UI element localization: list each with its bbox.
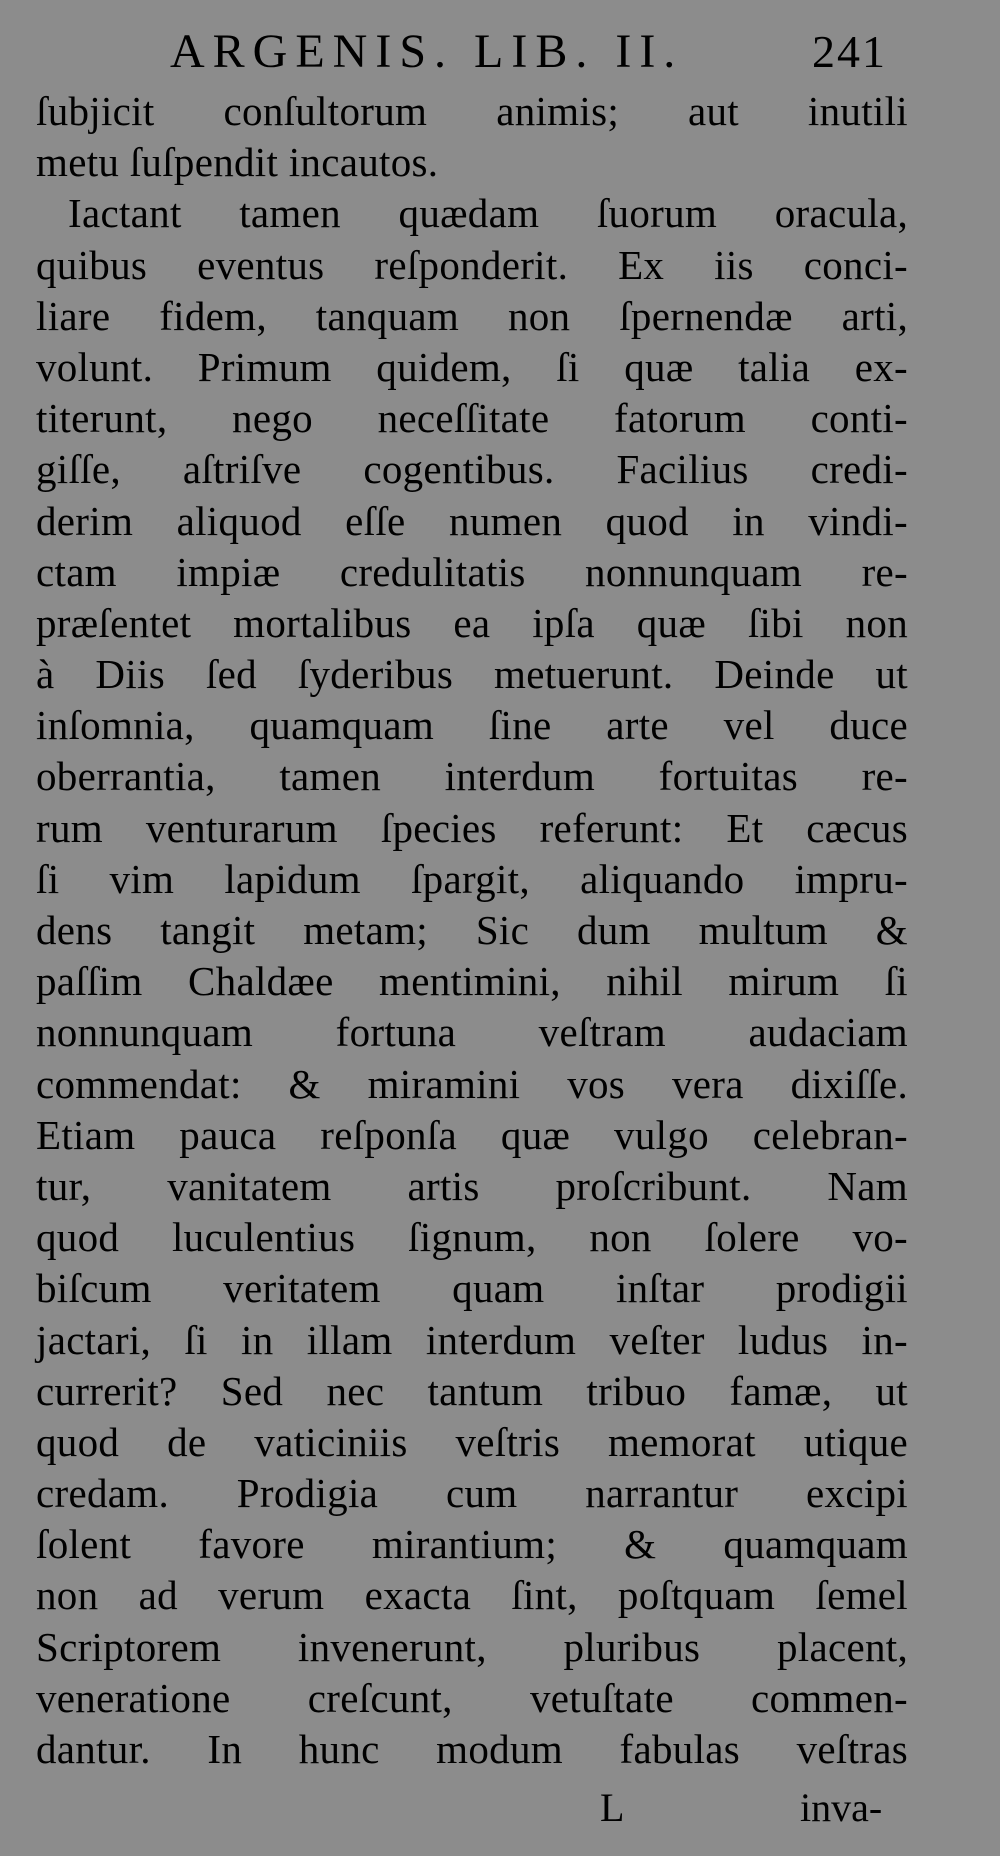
text-line: à Diis ſed ſyderibus metuerunt. Deinde ut bbox=[36, 651, 908, 698]
text-line: præſentet mortalibus ea ipſa quæ ſibi non bbox=[36, 599, 908, 646]
text-line: dens tangit metam; Sic dum multum & bbox=[36, 907, 908, 953]
text-line: quod luculentius ſignum, non ſolere vo- bbox=[36, 1214, 908, 1261]
text-line: oberrantia, tamen interdum fortuitas re- bbox=[36, 753, 908, 800]
text-line: jactari, ſi in illam interdum veſter ludus in- bbox=[36, 1316, 908, 1363]
text-line: credam. Prodigia cum narrantur excipi bbox=[36, 1470, 908, 1517]
text-line: metu ſuſpendit incautos. bbox=[36, 139, 439, 186]
page-footer bbox=[0, 1782, 1000, 1834]
text-line: volunt. Primum quidem, ſi quæ talia ex- bbox=[36, 343, 908, 390]
text-line: inſomnia, quamquam ſine arte vel duce bbox=[36, 702, 908, 749]
text-line: ſubjicit conſultorum animis; aut inutili bbox=[36, 88, 908, 134]
text-line: ctam impiæ credulitatis nonnunquam re- bbox=[36, 548, 908, 595]
text-line: tur, vanitatem artis proſcribunt. Nam bbox=[36, 1162, 908, 1209]
text-line: quod de vaticiniis veſtris memorat utique bbox=[36, 1418, 908, 1465]
text-line: titerunt, nego neceſſitate fatorum conti- bbox=[36, 395, 908, 442]
text-line: Iactant tamen quædam ſuorum oracula, bbox=[68, 190, 908, 237]
text-line: Scriptorem invenerunt, pluribus placent, bbox=[36, 1623, 908, 1670]
text-line: Etiam pauca reſponſa quæ vulgo celebran- bbox=[36, 1111, 908, 1158]
text-line: biſcum veritatem quam inſtar prodigii bbox=[36, 1265, 908, 1312]
text-line: veneratione creſcunt, vetuſtate commen- bbox=[36, 1674, 908, 1721]
text-line: ſi vim lapidum ſpargit, aliquando impru- bbox=[36, 855, 908, 902]
text-line: liare fidem, tanquam non ſpernendæ arti, bbox=[36, 292, 908, 339]
text-line: nonnunquam fortuna veſtram audaciam bbox=[36, 1009, 908, 1056]
catchword: inva- bbox=[800, 1785, 883, 1830]
text-line: quibus eventus reſponderit. Ex iis conci- bbox=[36, 241, 908, 288]
text-line: currerit? Sed nec tantum tribuo famæ, ut bbox=[36, 1367, 908, 1414]
text-line: ſolent favore mirantium; & quamquam bbox=[36, 1521, 908, 1568]
running-head: ARGENIS. LIB. II. bbox=[170, 25, 684, 78]
page-number: 241 bbox=[812, 26, 887, 77]
text-line: commendat: & miramini vos vera dixiſſe. bbox=[36, 1060, 908, 1107]
text-line: dantur. In hunc modum fabulas veſtras bbox=[36, 1726, 908, 1772]
body-text bbox=[36, 86, 908, 1775]
text-line: giſſe, aſtriſve cogentibus. Facilius credi- bbox=[36, 446, 908, 493]
text-line: derim aliquod eſſe numen quod in vindi- bbox=[36, 497, 908, 544]
text-line: non ad verum exacta ſint, poſtquam ſemel bbox=[36, 1572, 908, 1619]
text-line: rum venturarum ſpecies referunt: Et cæcus bbox=[36, 804, 908, 851]
page-header bbox=[0, 22, 1000, 82]
signature-mark: L bbox=[600, 1785, 625, 1830]
text-line: paſſim Chaldæe mentimini, nihil mirum ſi bbox=[36, 958, 908, 1005]
